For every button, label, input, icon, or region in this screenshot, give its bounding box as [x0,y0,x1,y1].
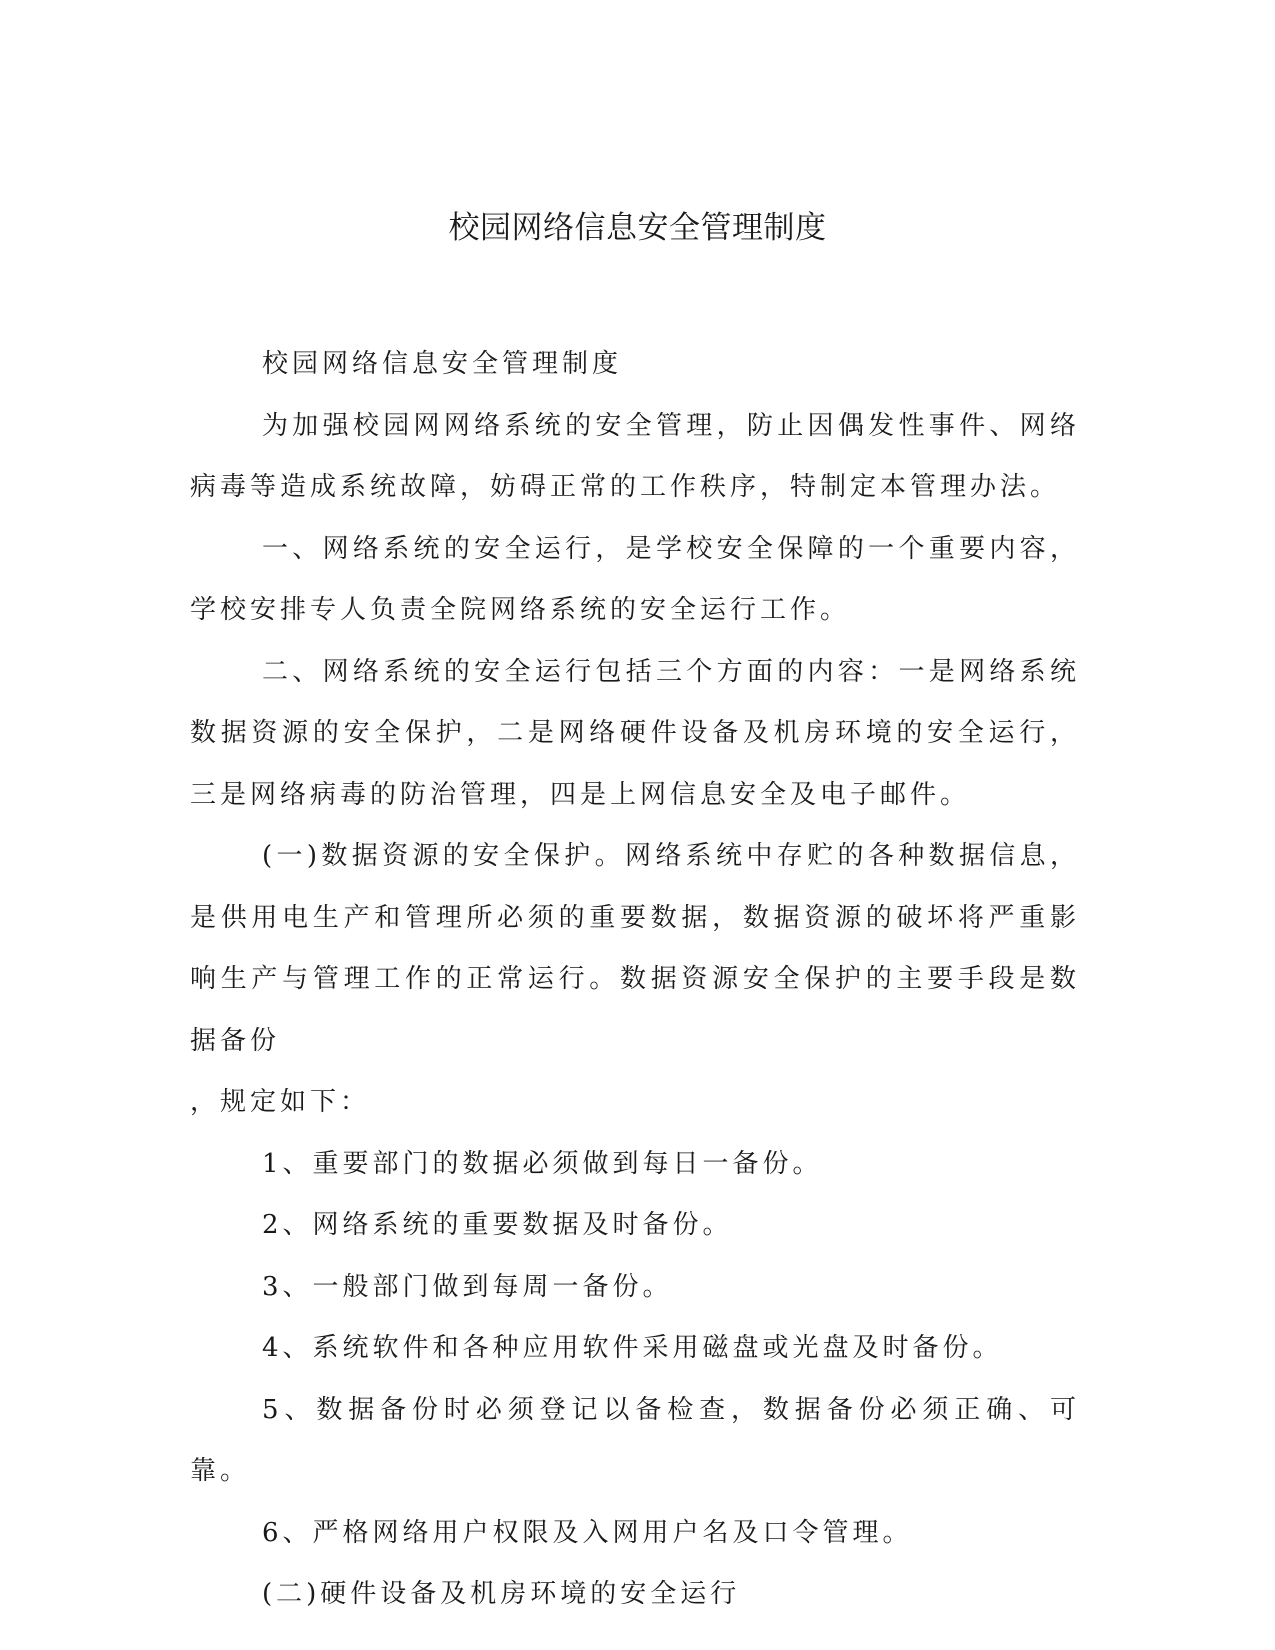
intro-paragraph: 为加强校园网网络系统的安全管理，防止因偶发性事件、网络病毒等造成系统故障，妨碍正常的工作秩序，特制定本管理办法。 [190,410,1080,502]
section-heading: 校园网络信息安全管理制度 [262,349,623,379]
rules-lead-in: ，规定如下： [190,1087,371,1117]
document-title: 校园网络信息安全管理制度 [448,210,827,246]
clause-two-paragraph: 二、网络系统的安全运行包括三个方面的内容：一是网络系统数据资源的安全保护，二是网络硬件设备及机房环境的安全运行，三是网络病毒的防治管理，四是上网信息安全及电子邮件。 [190,656,1080,810]
list-item: 4、系统软件和各种应用软件采用磁盘或光盘及时备份。 [262,1333,1003,1363]
list-item: 5、数据备份时必须登记以备检查，数据备份必须正确、可靠。 [190,1394,1080,1486]
clause-one-paragraph: 一、网络系统的安全运行，是学校安全保障的一个重要内容，学校安排专人负责全院网络系统的安全运行工作。 [190,533,1080,625]
list-item: 6、严格网络用户权限及入网用户名及口令管理。 [262,1517,913,1548]
list-item: 1、重要部门的数据必须做到每日一备份。 [262,1148,823,1179]
list-item: 2、网络系统的重要数据及时备份。 [262,1210,733,1240]
list-item: 3、一般部门做到每周一备份。 [262,1271,673,1302]
subsection-heading: (二)硬件设备及机房环境的安全运行 [262,1579,741,1609]
document-body [190,334,1080,1626]
data-protection-paragraph: (一)数据资源的安全保护。网络系统中存贮的各种数据信息，是供用电生产和管理所必须的重要数据，数据资源的破坏将严重影响生产与管理工作的正常运行。数据资源安全保护的主要手段是数据备份 [190,841,1080,1056]
